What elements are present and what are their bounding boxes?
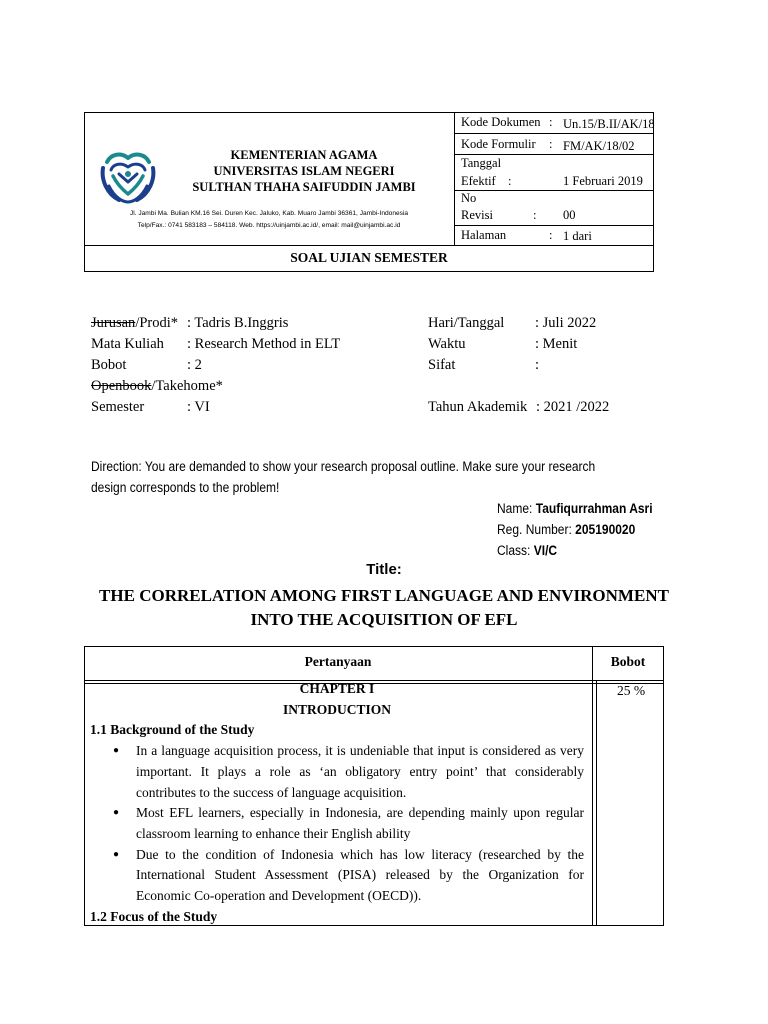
waktu-label: Waktu xyxy=(428,336,466,352)
doc-info-rule xyxy=(454,225,654,226)
revisi-colon: : xyxy=(533,208,537,222)
institution-line-3: SULTHAN THAHA SAIFUDDIN JAMBI xyxy=(192,180,416,194)
title-label: Title: xyxy=(366,561,402,578)
header-divider-horizontal xyxy=(84,245,654,246)
university-logo-icon xyxy=(97,150,159,206)
hari-label: Hari/Tanggal xyxy=(428,315,505,331)
reg-label: Reg. Number: xyxy=(497,522,572,537)
institution-line-1: KEMENTERIAN AGAMA xyxy=(230,148,378,162)
institution-line-2: UNIVERSITAS ISLAM NEGERI xyxy=(213,164,395,178)
class-value: VI/C xyxy=(533,543,558,558)
efektif-colon: : xyxy=(508,174,512,188)
tahun-label: Tahun Akademik xyxy=(428,399,528,415)
student-reg xyxy=(497,519,635,540)
question-table-border-right xyxy=(663,646,664,926)
prodi-label xyxy=(91,314,178,332)
kode-dokumen-value: Un.15/B.II/AK/18 xyxy=(563,117,655,131)
semester-value: : VI xyxy=(187,399,210,415)
kode-dokumen-label: Kode Dokumen xyxy=(461,115,541,129)
col-pertanyaan-header: Pertanyaan xyxy=(304,654,372,669)
doc-info-rule xyxy=(454,190,654,191)
tahun-value: : 2021 /2022 xyxy=(536,399,610,415)
bobot-value: : 2 xyxy=(187,357,202,373)
no-label: No xyxy=(461,191,477,205)
kode-formulir-value: FM/AK/18/02 xyxy=(563,139,635,153)
address-line-1: Jl. Jambi Ma. Bulian KM.16 Sei. Duren Kec. Jaluko, Kab. Muaro Jambi 36361, Jambi-Indonesia xyxy=(129,210,409,217)
prodi-text: /Prodi* xyxy=(135,315,179,331)
col-bobot-header: Bobot xyxy=(610,654,646,669)
revisi-value: 00 xyxy=(563,208,576,222)
direction-text: Direction: You are demanded to show your research proposal outline. Make sure your research design corresponds to the problem! xyxy=(91,459,596,495)
sifat-label: Sifat xyxy=(428,357,456,373)
question-content xyxy=(90,679,584,927)
question-table-border-top xyxy=(84,646,664,647)
halaman-label: Halaman xyxy=(461,228,507,242)
student-class xyxy=(497,540,557,561)
mata-kuliah-value: : Research Method in ELT xyxy=(187,336,341,352)
chapter-title: INTRODUCTION xyxy=(282,701,391,717)
prodi-value: : Tadris B.Inggris xyxy=(187,315,289,331)
name-label: Name: xyxy=(497,501,533,516)
mata-kuliah-label: Mata Kuliah xyxy=(91,336,164,352)
halaman-colon: : xyxy=(549,228,553,242)
institution-name xyxy=(170,147,438,195)
kode-formulir-label: Kode Formulir xyxy=(461,137,536,151)
doc-info-rule xyxy=(454,154,654,155)
question-table-divider xyxy=(596,680,597,926)
list-item: ● In a language acquisition process, it is undeniable that input is considered as very important. It plays a role as ‘an obligatory entry point’ that considerably contributes to the success of language acquisition. xyxy=(136,741,584,803)
list-item: ● Most EFL learners, especially in Indonesia, are depending mainly upon regular classroom learning to enhance their English ability xyxy=(136,803,584,844)
takehome-label xyxy=(91,377,223,395)
name-value: Taufiqurrahman Asri xyxy=(535,501,653,516)
sifat-value: : xyxy=(535,357,540,373)
section-heading: 1.2 Focus of the Study xyxy=(90,908,218,924)
question-table-divider xyxy=(592,646,593,926)
openbook-struck: Openbook xyxy=(91,378,152,394)
efektif-label: Efektif xyxy=(461,174,496,188)
revisi-label: Revisi xyxy=(461,208,493,222)
question-table-border-left xyxy=(84,646,85,926)
student-name xyxy=(497,498,653,519)
halaman-value: 1 dari xyxy=(563,229,592,243)
doc-heading: SOAL UJIAN SEMESTER xyxy=(290,250,448,265)
bobot-label: Bobot xyxy=(91,357,127,373)
section-heading: 1.1 Background of the Study xyxy=(90,722,255,738)
tanggal-label: Tanggal xyxy=(461,156,502,170)
jurusan-struck: Jurusan xyxy=(91,315,136,331)
reg-value: 205190020 xyxy=(575,522,636,537)
waktu-value: : Menit xyxy=(535,336,578,352)
background-bullet-list xyxy=(90,741,584,907)
chapter-number: CHAPTER I xyxy=(299,681,375,696)
kode-formulir-colon: : xyxy=(549,137,553,151)
address-line-2: Telp/Fax.: 0741 583183 – 584118. Web. https://uinjambi.ac.id/, email: mail@uinjambi.ac.id xyxy=(137,222,401,229)
takehome-text: /Takehome* xyxy=(151,378,223,394)
proposal-title: THE CORRELATION AMONG FIRST LANGUAGE AND ENVIRONMENT INTO THE ACQUISITION OF EFL xyxy=(99,586,669,629)
bobot-percentage: 25 % xyxy=(617,683,646,698)
list-item: ● Due to the condition of Indonesia which has low literacy (researched by the International Student Assessment (PISA) released by the Organization for Economic Co-operation and Development (OECD)). xyxy=(136,845,584,907)
efektif-value: 1 Februari 2019 xyxy=(563,174,643,188)
class-label: Class: xyxy=(497,543,531,558)
semester-label: Semester xyxy=(91,399,145,415)
kode-dokumen-colon: : xyxy=(549,115,553,129)
doc-info-rule xyxy=(454,133,654,134)
hari-value: : Juli 2022 xyxy=(535,315,597,331)
